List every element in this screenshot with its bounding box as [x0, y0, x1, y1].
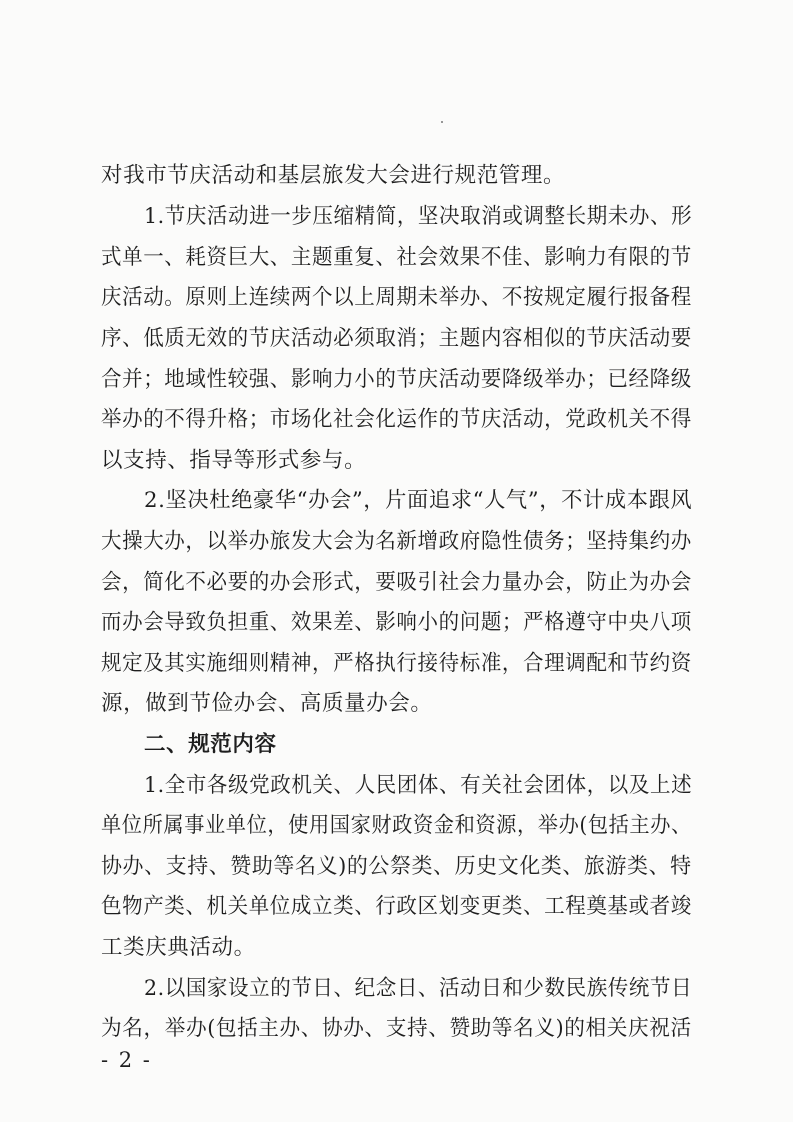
page-number: - 2 -: [101, 1048, 152, 1072]
text-line: 合并；地域性较强、影响力小的节庆活动要降级举办；已经降级: [101, 367, 692, 392]
text-line: 对我市节庆活动和基层旅发大会进行规范管理。: [101, 163, 566, 188]
text-line: 大操大办，以举办旅发大会为名新增政府隐性债务；坚持集约办: [101, 529, 692, 554]
text-line: 规定及其实施细则精神，严格执行接待标准，合理调配和节约资: [101, 651, 692, 676]
section-heading: 二、规范内容: [144, 732, 277, 757]
text-line: 会，简化不必要的办会形式，要吸引社会力量办会，防止为办会: [101, 570, 692, 595]
text-line: 源，做到节俭办会、高质量办会。: [101, 691, 433, 716]
text-line: 色物产类、机关单位成立类、行政区划变更类、工程奠基或者竣: [101, 894, 692, 919]
text-line: 工类庆典活动。: [101, 935, 256, 960]
text-line: 2.以国家设立的节日、纪念日、活动日和少数民族传统节日: [144, 976, 693, 1001]
text-line: 序、低质无效的节庆活动必须取消；主题内容相似的节庆活动要: [101, 326, 692, 351]
text-line: 而办会导致负担重、效果差、影响小的问题；严格遵守中央八项: [101, 610, 692, 635]
text-line: 举办的不得升格；市场化社会化运作的节庆活动，党政机关不得: [101, 407, 692, 432]
text-line: 为名，举办(包括主办、协办、支持、赞助等名义)的相关庆祝活: [101, 1016, 692, 1041]
text-line: 2.坚决杜绝豪华“办会”，片面追求“人气”，不计成本跟风: [144, 488, 693, 513]
text-line: 式单一、耗资巨大、主题重复、社会效果不佳、影响力有限的节: [101, 245, 692, 270]
text-line: 协办、支持、赞助等名义)的公祭类、历史文化类、旅游类、特: [101, 854, 692, 879]
text-line: 以支持、指导等形式参与。: [101, 448, 367, 473]
text-line: 庆活动。原则上连续两个以上周期未举办、不按规定履行报备程: [101, 285, 692, 310]
text-line: 单位所属事业单位，使用国家财政资金和资源，举办(包括主办、: [101, 813, 692, 838]
text-line: 1.全市各级党政机关、人民团体、有关社会团体，以及上述: [144, 773, 693, 798]
text-line: 1.节庆活动进一步压缩精简，坚决取消或调整长期未办、形: [144, 204, 693, 229]
scan-speck: [441, 121, 443, 123]
